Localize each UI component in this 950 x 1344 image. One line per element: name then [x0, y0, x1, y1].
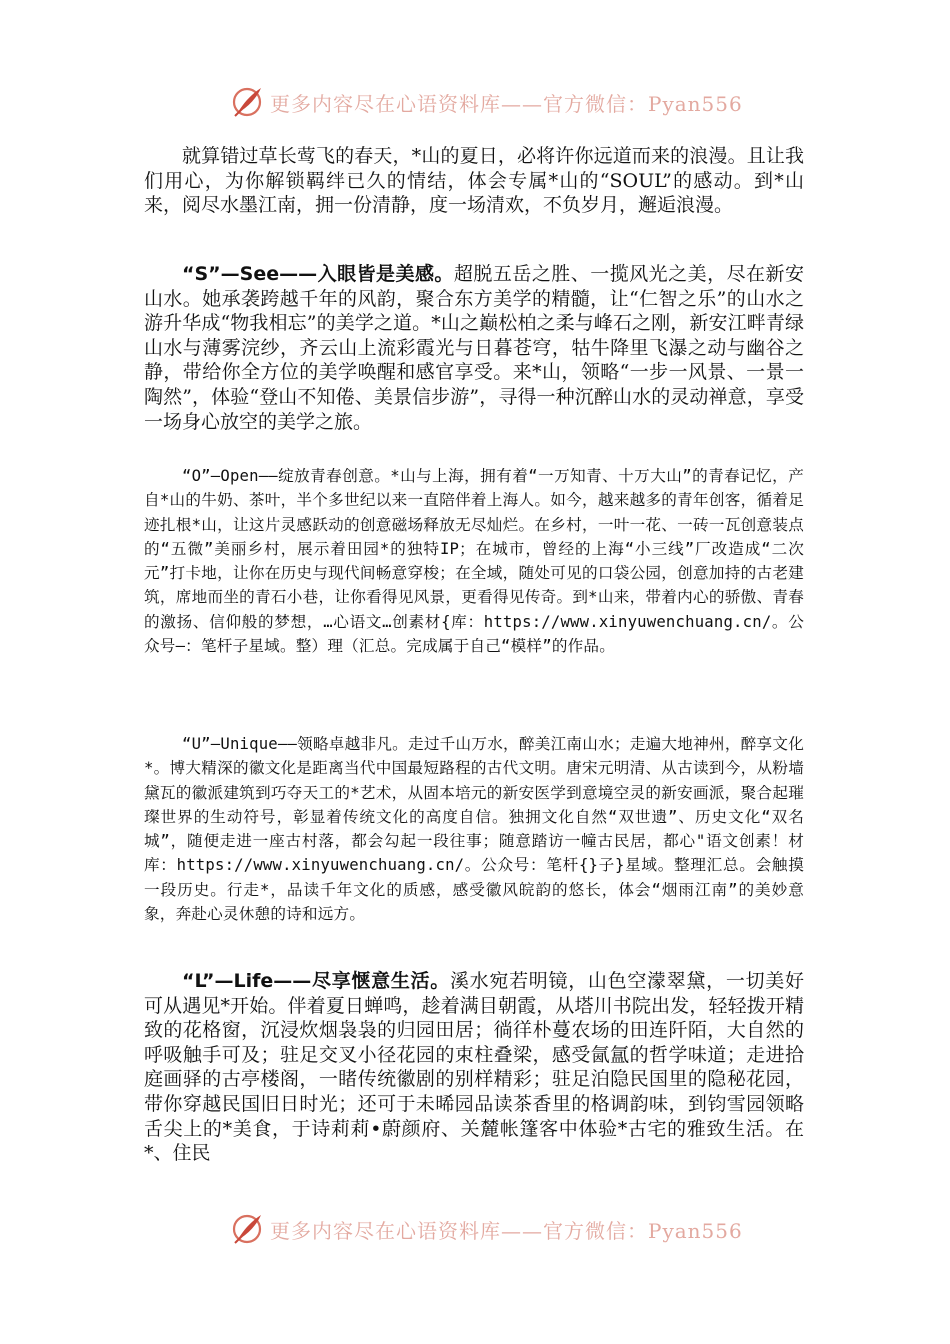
footer-watermark-text: 更多内容尽在心语资料库——官方微信：Pyan556: [270, 1218, 743, 1243]
paragraph-unique: [144, 732, 804, 926]
unique-text: “U”—Unique——领略卓越非凡。走过千山万水，醉美江南山水；走遍大地神州，醉享文化*。博大精深的徽文化是距离当代中国最短路程的古代文明。唐宋元明清、从古读到今，从粉墙黛瓦的徽派建筑到巧夺天工的*艺术，从固本培元的新安医学到意境空灵的新安画派，聚合起璀璨世界的生动符号，彰显着传统文化的高度自信。独拥文化自然“双世遗”、历史文化“双名城”，随便走进一座古村落，都会勾起一段往事；随意踏访一幢古民居，都心"语文创素！材库：https://www.xinyuwenchuang.cn/。公众号：笔杆{}子}星域。整理汇总。会触摸一段历史。行走*，品读千年文化的质感，感受徽风皖韵的悠长，体会“烟雨江南”的美妙意象，奔赴心灵休憩的诗和远方。: [144, 735, 804, 924]
open-text: “O”—Open——绽放青春创意。*山与上海，拥有着“一万知青、十万大山”的青春记忆，产自*山的牛奶、茶叶，半个多世纪以来一直陪伴着上海人。如今，越来越多的青年创客，循着足迹扎根*山，让这片灵感跃动的创意磁场释放无尽灿烂。在乡村，一叶一花、一砖一瓦创意装点的“五微”美丽乡村，展示着田园*的独特IP；在城市，曾经的上海“小三线”厂改造成“二次元”打卡地，让你在历史与现代间畅意穿梭；在全域，随处可见的口袋公园，创意加持的古老建筑，席地而坐的青石小巷，让你看得见风景，更看得见传奇。到*山来，带着内心的骄傲、青春的激扬、信仰般的梦想，…心语文…创素材{库：https://www.xinyuwenchuang.cn/。公众号—：笔杆子星域。整）理（汇总。完成属于自己“模样”的作品。: [144, 467, 804, 656]
header-watermark-banner: [230, 84, 750, 120]
header-watermark-text: 更多内容尽在心语资料库——官方微信：Pyan556: [270, 91, 743, 116]
see-paragraph: [144, 262, 804, 434]
see-body-text: 超脱五岳之胜、一揽风光之美，尽在新安山水。她承袭跨越千年的风韵，聚合东方美学的精髓，让“仁智之乐”的山水之游升华成“物我相忘”的美学之道。*山之巅松柏之柔与峰石之刚，新安江畔青绿山水与薄雾浣纱，齐云山上流彩霞光与日暮苍穹，牯牛降里飞瀑之动与幽谷之静，带给你全方位的美学唤醒和感官享受。来*山，领略“一步一风景、一景一陶然”，体验“登山不知倦、美景信步游”，寻得一种沉醉山水的灵动禅意，享受一场身心放空的美学之旅。: [144, 263, 804, 433]
footer-watermark-banner: [230, 1211, 750, 1247]
intro-text: 就算错过草长莺飞的春天，*山的夏日，必将许你远道而来的浪漫。且让我们用心，为你解锁羁绊已久的情结，体会专属*山的“SOUL”的感动。到*山来，阅尽水墨江南，拥一份清静，度一场清欢，不负岁月，邂逅浪漫。: [144, 145, 804, 217]
quill-logo-icon: [230, 1212, 264, 1246]
life-lead-heading: “L”—Life——尽享惬意生活。: [182, 970, 450, 992]
paragraph-open: [144, 464, 804, 658]
quill-logo-icon: [230, 85, 264, 119]
paragraph-see: [144, 262, 804, 434]
life-paragraph: [144, 969, 804, 1166]
see-lead-heading: “S”—See——入眼皆是美感。: [182, 263, 454, 285]
paragraph-intro: [144, 144, 804, 218]
life-body-text: 溪水宛若明镜，山色空濛翠黛，一切美好可从遇见*开始。伴着夏日蝉鸣，趁着满目朝霞，从塔川书院出发，轻轻拨开精致的花格窗，沉浸炊烟袅袅的归园田居；徜徉朴蔓农场的田连阡陌，大自然的呼吸触手可及；驻足交叉小径花园的束柱叠梁，感受氤氲的哲学味道；走进拾庭画驿的古亭楼阁，一睹传统徽剧的别样精彩；驻足泊隐民国里的隐秘花园，带你穿越民国旧日时光；还可于未晞园品读茶香里的格调韵味，到钧雪园领略舌尖上的*美食，于诗莉莉•蔚颜府、关麓帐篷客中体验*古宅的雅致生活。在*、住民: [144, 970, 804, 1165]
paragraph-life: [144, 969, 804, 1166]
